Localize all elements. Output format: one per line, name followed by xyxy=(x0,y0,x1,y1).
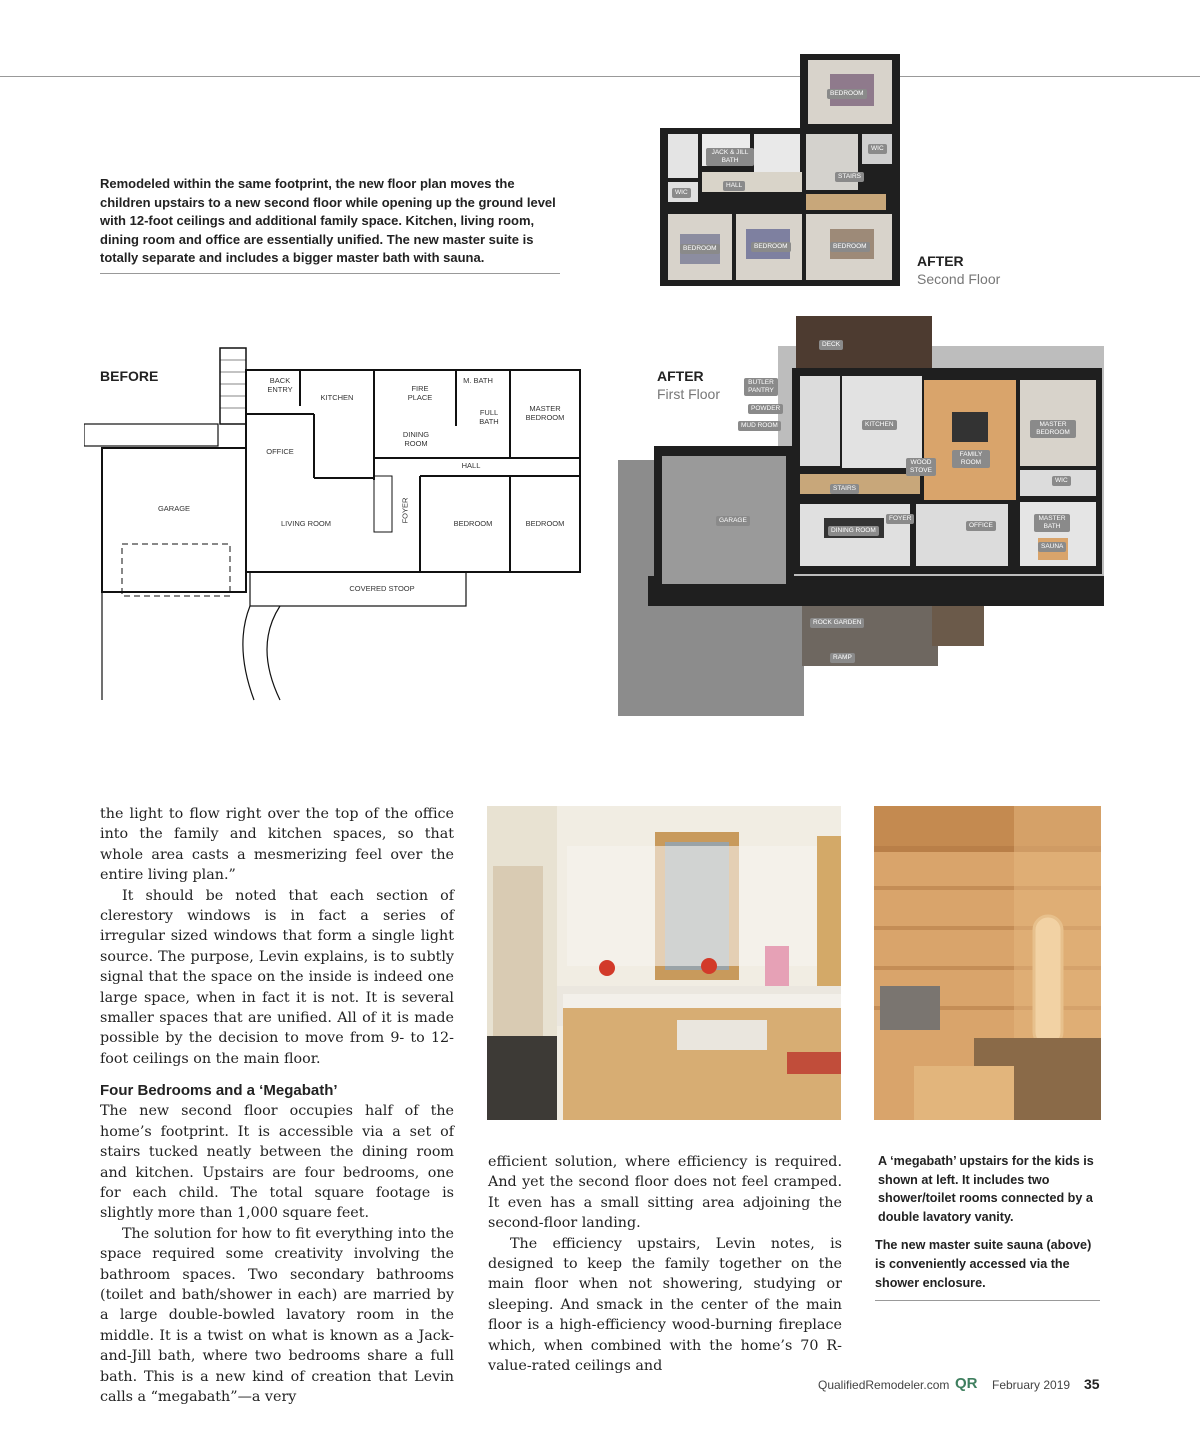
room-back-entry: BACK ENTRY xyxy=(267,376,293,394)
after-second-subtitle: Second Floor xyxy=(917,271,1001,287)
room-dining-room: DINING ROOM xyxy=(402,430,430,448)
caption-bottom-rule xyxy=(875,1300,1100,1301)
room-mud-room: MUD ROOM xyxy=(738,421,781,431)
footer-date: February 2019 xyxy=(992,1378,1071,1392)
caption-sauna: The new master suite sauna (above) is conveniently accessed via the shower enclosure. xyxy=(875,1238,1092,1290)
room-label-bedroom-a: BEDROOM xyxy=(680,244,720,254)
after-second-floor-plan xyxy=(660,54,900,286)
room-dining-room: DINING ROOM xyxy=(828,526,879,536)
top-rule xyxy=(0,76,1200,77)
footer xyxy=(818,1376,1102,1396)
room-powder: POWDER xyxy=(748,404,783,414)
megabath-photo xyxy=(487,806,841,1120)
col1-paragraph-2: It should be noted that each section of clerestory windows is in fact a series of irregular sized windows that form a single light source. The purpose, Levin explains, is to subtly signal that the space on the inside is indeed one large space, when in fact it is not. It is several smaller spaces that are unified. All of it is made possible by the decision to move from 9- to 12-foot ceilings on the main floor. xyxy=(100,887,454,1067)
room-fireplace: FIRE PLACE xyxy=(407,384,433,402)
sauna-photo-drawing xyxy=(874,806,1101,1120)
col1-paragraph-3: The new second floor occupies half of the home’s footprint. It is accessible via a set of stairs tucked neatly between the dining room and kitchen. Upstairs are four bedrooms, one for each child. The total square footage is slightly more than 1,000 square feet. xyxy=(100,1103,454,1222)
intro-caption-text: Remodeled within the same footprint, the new floor plan moves the children upstairs to a new second floor while opening up the ground level with 12-foot ceilings and additional family space. Kitchen, living room, dining room and office are essentially unified. The new master suite is totally separate and includes a bigger master bath with sauna. xyxy=(100,176,556,266)
room-family-room: FAMILY ROOM xyxy=(952,450,990,468)
col1-paragraph-4: The solution for how to fit everything into the space required some creativity involving the bathroom spaces. Two secondary bathrooms (toilet and bath/shower in each) are married by a large double-bowled lavatory room in the middle. It is a twist on what is known as a Jack-and-Jill bath, where two bedrooms share a full bath. This is a new kind of creation that Levin calls a “megabath”—a very xyxy=(100,1225,454,1405)
room-office: OFFICE xyxy=(266,447,294,456)
room-foyer: FOYER xyxy=(886,514,914,524)
room-label-wic-right: WIC xyxy=(868,144,887,154)
megabath-photo-drawing xyxy=(487,806,841,1120)
room-deck: DECK xyxy=(819,340,843,350)
room-kitchen: KITCHEN xyxy=(862,420,897,430)
room-label-bedroom-top: BEDROOM xyxy=(827,89,867,99)
room-m-bath: M. BATH xyxy=(463,376,493,385)
before-title: BEFORE xyxy=(100,368,159,384)
room-covered-stoop: COVERED STOOP xyxy=(349,584,415,593)
caption-rule xyxy=(100,273,560,274)
room-label-jack-jill: JACK & JILL BATH xyxy=(706,148,754,166)
intro-caption xyxy=(100,175,562,278)
room-master-bath: MASTER BATH xyxy=(1034,514,1070,532)
room-label-bedroom-b: BEDROOM xyxy=(751,242,791,252)
before-floor-plan xyxy=(84,346,584,702)
first-floor-drawing xyxy=(618,316,1104,716)
room-label-stairs: STAIRS xyxy=(835,172,864,182)
room-kitchen: KITCHEN xyxy=(320,393,354,402)
after-second-title: AFTER xyxy=(917,253,964,269)
room-ramp: RAMP xyxy=(830,653,855,663)
after-first-subtitle: First Floor xyxy=(657,386,720,402)
col1-paragraph-1: the light to flow right over the top of the office into the family and kitchen spaces, so that whole area casts a mesmerizing feel over the entire living plan.” xyxy=(100,806,454,884)
section-heading: Four Bedrooms and a ‘Megabath’ xyxy=(100,1082,338,1100)
page-number: 35 xyxy=(1084,1376,1100,1392)
article-column-2 xyxy=(488,1152,842,1376)
after-first-floor-plan xyxy=(618,316,1104,716)
room-wood-stove: WOOD STOVE xyxy=(906,458,936,476)
col2-paragraph-2: The efficiency upstairs, Levin notes, is designed to keep the family together on the main floor when not showering, studying or sleeping. And smack in the center of the main floor is a high-efficiency wood-burning fireplace which, when combined with the home’s 70 R-value-rated ceilings and xyxy=(488,1235,842,1375)
room-label-bedroom-c: BEDROOM xyxy=(830,242,870,252)
room-living-room: LIVING ROOM xyxy=(280,519,331,528)
col2-paragraph-1: efficient solution, where efficiency is required. And yet the second floor does not feel cramped. It even has a small sitting area adjoining the second-floor landing. xyxy=(488,1154,842,1232)
room-garage: GARAGE xyxy=(157,504,191,513)
room-full-bath: FULL BATH xyxy=(479,408,499,426)
room-bedroom-2: BEDROOM xyxy=(525,519,565,528)
room-garage: GARAGE xyxy=(716,516,750,526)
sauna-photo xyxy=(874,806,1101,1120)
room-master-bedroom: MASTER BEDROOM xyxy=(1030,420,1076,438)
room-hall: HALL xyxy=(461,461,481,470)
room-label-wic-left: WIC xyxy=(672,188,691,198)
after-first-title: AFTER xyxy=(657,368,704,384)
room-sauna: SAUNA xyxy=(1038,542,1066,552)
room-office: OFFICE xyxy=(966,521,996,531)
footer-site: QualifiedRemodeler.com xyxy=(818,1378,950,1392)
room-butler-pantry: BUTLER PANTRY xyxy=(744,378,778,396)
room-rock-garden: ROCK GARDEN xyxy=(810,618,864,628)
qr-logo: QR xyxy=(955,1375,978,1392)
room-wic: WIC xyxy=(1052,476,1071,486)
caption-megabath: A ‘megabath’ upstairs for the kids is shown at left. It includes two shower/toilet rooms connected by a double lavatory vanity. xyxy=(878,1154,1094,1224)
room-bedroom-1: BEDROOM xyxy=(453,519,493,528)
photo-captions xyxy=(875,1152,1105,1302)
room-foyer: FOYER xyxy=(400,497,410,524)
room-label-hall: HALL xyxy=(723,181,745,191)
article-column-1 xyxy=(100,804,454,1407)
room-master-bedroom: MASTER BEDROOM xyxy=(525,404,565,422)
room-stairs: STAIRS xyxy=(830,484,859,494)
